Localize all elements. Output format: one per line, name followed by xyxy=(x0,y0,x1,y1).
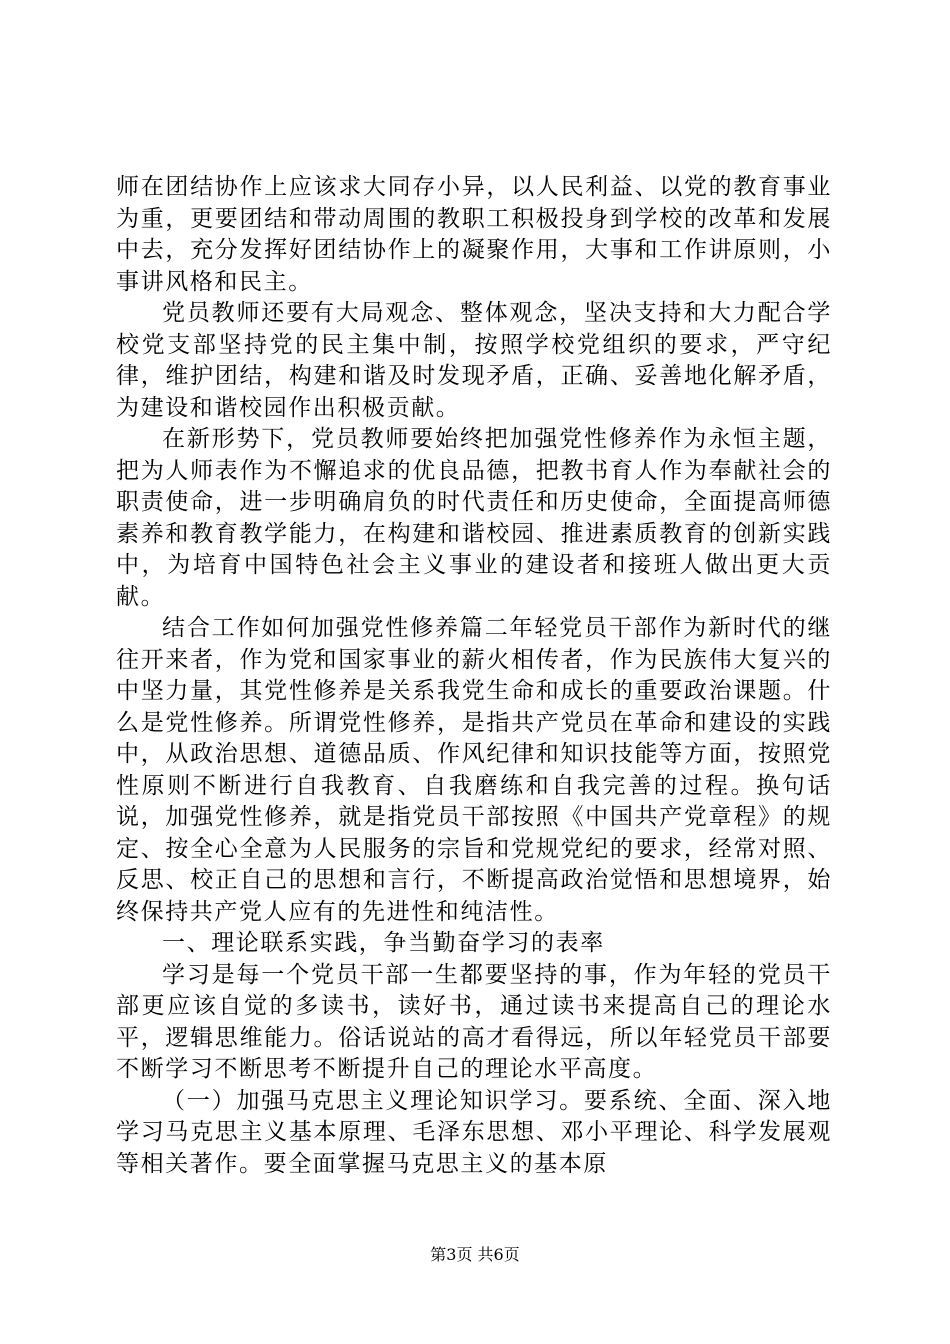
document-body xyxy=(116,172,832,1180)
page-number-footer: 第3页 共6页 xyxy=(430,1245,520,1264)
section-heading-1: 一、理论联系实践，争当勤奋学习的表率 xyxy=(162,930,605,956)
paragraph-5: 学习是每一个党员干部一生都要坚持的事，作为年轻的党员干部更应该自觉的多读书，读好书，通过读书来提高自己的理论水平，逻辑思维能力。俗话说站的高才看得远，所以年轻党员干部要不断学习不断思考不断提升自己的理论水平高度。 xyxy=(116,961,832,1082)
paragraph-2: 党员教师还要有大局观念、整体观念，坚决支持和大力配合学校党支部坚持党的民主集中制，按照学校党组织的要求，严守纪律，维护团结，构建和谐及时发现矛盾，正确、妥善地化解矛盾，为建设和谐校园作出积极贡献。 xyxy=(116,300,832,421)
paragraph-3: 在新形势下，党员教师要始终把加强党性修养作为永恒主题，把为人师表作为不懈追求的优良品德，把教书育人作为奉献社会的职责使命，进一步明确肩负的时代责任和历史使命，全面提高师德素养和教育教学能力，在构建和谐校园、推进素质教育的创新实践中，为培育中国特色社会主义事业的建设者和接班人做出更大贡献。 xyxy=(116,426,832,610)
paragraph-4: 结合工作如何加强党性修养篇二年轻党员干部作为新时代的继往开来者，作为党和国家事业的薪火相传者，作为民族伟大复兴的中坚力量，其党性修养是关系我党生命和成长的重要政治课题。什么是党性修养。所谓党性修养，是指共产党员在革命和建设的实践中，从政治思想、道德品质、作风纪律和知识技能等方面，按照党性原则不断进行自我教育、自我磨练和自我完善的过程。换句话说，加强党性修养，就是指党员干部按照《中国共产党章程》的规定、按全心全意为人民服务的宗旨和党规党纪的要求，经常对照、反思、校正自己的思想和言行，不断提高政治觉悟和思想境界，始终保持共产党人应有的先进性和纯洁性。 xyxy=(116,615,832,925)
paragraph-6: （一）加强马克思主义理论知识学习。要系统、全面、深入地学习马克思主义基本原理、毛泽东思想、邓小平理论、科学发展观等相关著作。要全面掌握马克思主义的基本原 xyxy=(116,1087,832,1177)
paragraph-1: 师在团结协作上应该求大同存小异，以人民利益、以党的教育事业为重，更要团结和带动周围的教职工积极投身到学校的改革和发展中去，充分发挥好团结协作上的凝聚作用，大事和工作讲原则，小事讲风格和民主。 xyxy=(116,174,832,295)
